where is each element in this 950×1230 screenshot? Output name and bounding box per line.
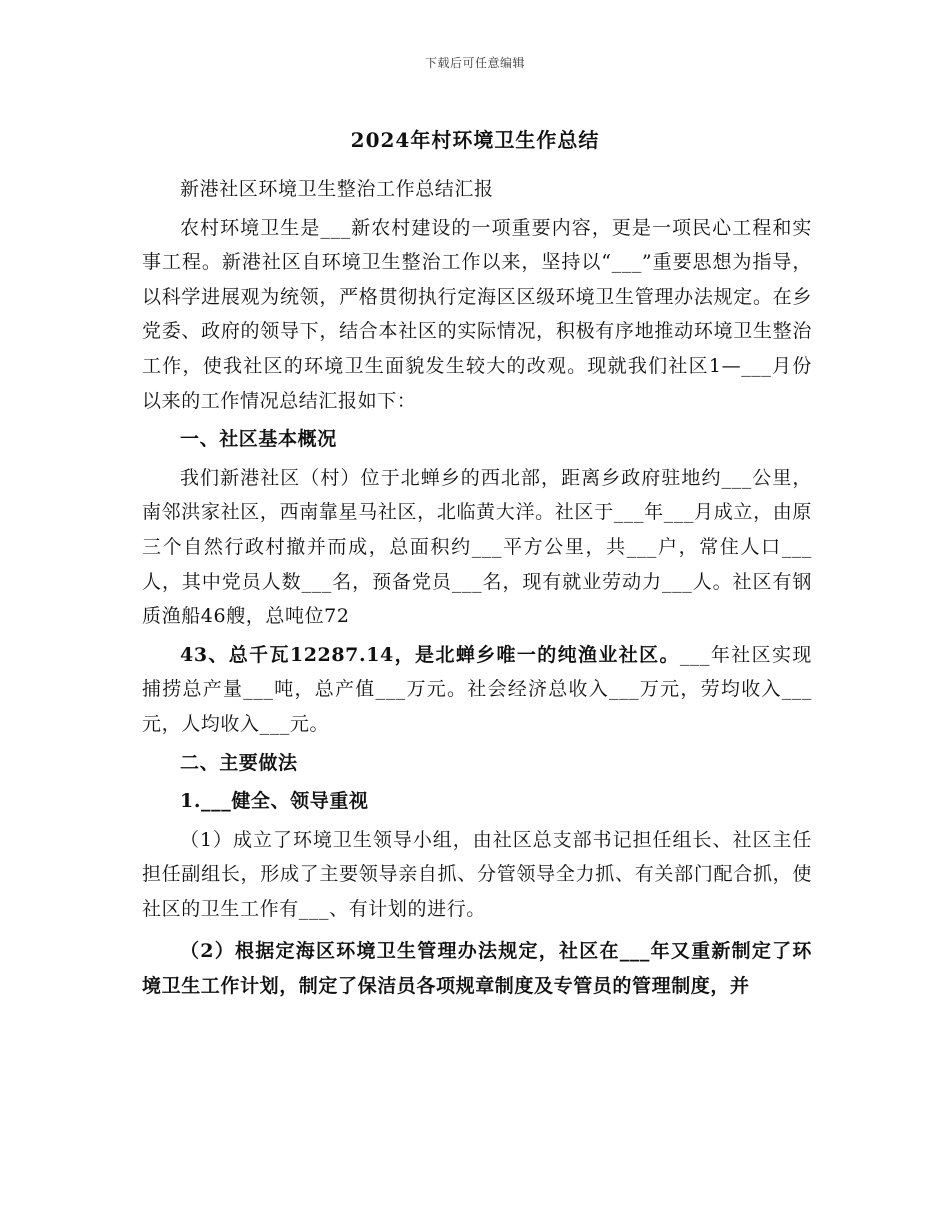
document-body [142,172,812,1008]
subheading-organization: 1.___健全、领导重视 [180,790,369,813]
page-header-note: 下载后可任意编辑 [424,56,525,70]
overview-bold-run: 43、总千瓦12287.14，是北蝉乡唯一的纯渔业社区。 [180,643,680,666]
section-heading-methods: 二、主要做法 [180,751,298,774]
section-heading-overview: 一、社区基本概况 [180,428,337,451]
item-1-paragraph: （1）成立了环境卫生领导小组，由社区总支部书记担任组长、社区主任担任副组长，形成了主要领导亲自抓、分管领导全力抓、有关部门配合抓，使社区的卫生工作有___、有计划的进行。 [142,828,812,920]
document-title: 2024年村环境卫生作总结 [350,128,600,152]
item-2-paragraph: （2）根据定海区环境卫生管理办法规定，社区在___年又重新制定了环境卫生工作计划，制定了保洁员各项规章制度及专管员的管理制度，并 [142,940,812,998]
overview-continued-paragraph [142,638,812,742]
overview-normal-run: ___年社区实现捕捞总产量___吨，总产值___万元。社会经济总收入___万元，劳均收入___元，人均收入___元。 [142,643,812,735]
intro-paragraph: 农村环境卫生是___新农村建设的一项重要内容，更是一项民心工程和实事工程。新港社区自环境卫生整治工作以来，坚持以“___”重要思想为指导，以科学进展观为统领，严格贯彻执行定海区区级环境卫生管理办法规定。在乡党委、政府的领导下，结合本社区的实际情况，积极有序地推动环境卫生整治工作，使我社区的环境卫生面貌发生较大的改观。现就我们社区1—___月份以来的工作情况总结汇报如下： [142,216,812,412]
report-subtitle: 新港社区环境卫生整治工作总结汇报 [180,178,494,200]
overview-paragraph: 我们新港社区（村）位于北蝉乡的西北部，距离乡政府驻地约___公里，南邻洪家社区，西南靠星马社区，北临黄大洋。社区于___年___月成立，由原三个自然行政村撤并而成，总面积约___平方公里，共___户，常住人口___人，其中党员人数___名，预备党员___名，现有就业劳动力___人。社区有钢质渔船46艘，总吨位72 [142,466,812,628]
